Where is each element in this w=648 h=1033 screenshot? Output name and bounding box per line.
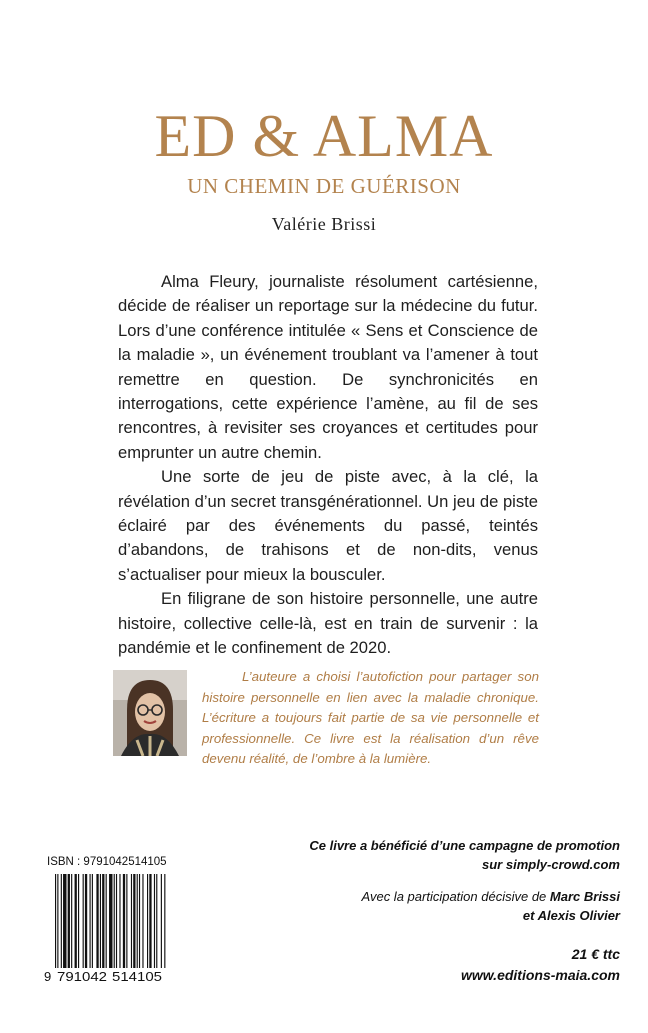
- book-title: ED & ALMA: [154, 103, 494, 169]
- barcode-bar: [71, 874, 72, 968]
- barcode-bar: [83, 874, 84, 968]
- barcode-bar: [131, 874, 132, 968]
- synopsis-paragraph: Alma Fleury, journaliste résolument cartésienne, décide de réaliser un reportage sur la médecine du futur. Lors d’une conférence intitulée « Sens et Conscience de la maladie », un événement troublant va l’amener à tout remettre en question. De synchronicités en interrogations, cette expérience l’amène, au fil de ses rencontres, à revisiter ses croyances et certitudes pour emprunter un autre chemin.: [118, 272, 538, 462]
- barcode-bar: [133, 874, 135, 968]
- barcode-bar: [147, 874, 148, 968]
- participation-line: [309, 887, 620, 906]
- participation-prefix: Avec la participation décisive de: [361, 889, 550, 904]
- isbn-label: ISBN : 9791042514105: [47, 856, 167, 868]
- barcode-bar: [61, 874, 62, 968]
- barcode-bar: [57, 874, 58, 968]
- publisher-website: www.editions-maia.com: [461, 967, 620, 983]
- barcode-bar: [109, 874, 112, 968]
- barcode-bar: [92, 874, 93, 968]
- barcode-bar: [154, 874, 155, 968]
- price: 21 € ttc: [571, 946, 620, 962]
- synopsis: [118, 270, 538, 661]
- barcode-bar: [100, 874, 101, 968]
- barcode: [44, 874, 169, 984]
- barcode-bar: [106, 874, 107, 968]
- book-subtitle: UN CHEMIN DE GUÉRISON: [187, 174, 461, 198]
- barcode-bar: [123, 874, 125, 968]
- barcode-bar: [55, 874, 56, 968]
- barcode-bar: [96, 874, 98, 968]
- barcode-bar: [75, 874, 77, 968]
- barcode-bar: [142, 874, 143, 968]
- barcode-bar: [114, 874, 115, 968]
- synopsis-paragraph: Une sorte de jeu de piste avec, à la clé, la révélation d’un secret transgénérationnel. Un jeu de piste éclairé par des événements du passé, teintés d’abandons, de trahisons et de non-dits, venus s’actualiser pour mieux la bousculer.: [118, 467, 538, 584]
- barcode-bar: [63, 874, 66, 968]
- barcode-bar: [119, 874, 120, 968]
- participant-name: Marc Brissi: [549, 889, 620, 904]
- promo-line: sur simply-crowd.com: [482, 857, 620, 872]
- barcode-digits-left: 791042: [57, 969, 107, 984]
- barcode-bar: [78, 874, 79, 968]
- author-bio-text: L’auteure a choisi l’autofiction pour partager son histoire personnelle en lien avec la maladie chronique. L’écriture a toujours fait partie de sa vie personnelle et professionnelle. Ce livre est la réalisation d’un rêve devenu réalité, de l’ombre à la lumière.: [202, 669, 539, 767]
- barcode-bar: [85, 874, 87, 968]
- barcode-digits-right: 514105: [112, 969, 162, 984]
- price-block: [461, 944, 620, 986]
- author-bio: [202, 667, 539, 770]
- barcode-bar: [68, 874, 70, 968]
- author-name: Valérie Brissi: [271, 214, 377, 234]
- barcode-bar: [139, 874, 140, 968]
- barcode-bar: [137, 874, 138, 968]
- barcode-digit-first: 9: [44, 969, 52, 984]
- author-photo: [113, 670, 187, 756]
- barcode-bar: [90, 874, 91, 968]
- promotion-notice: [309, 836, 620, 925]
- barcode-bars: [55, 874, 165, 968]
- barcode-bar: [161, 874, 162, 968]
- barcode-bar: [116, 874, 117, 968]
- barcode-bar: [164, 874, 165, 968]
- barcode-bar: [126, 874, 127, 968]
- synopsis-paragraph: En filigrane de son histoire personnelle, une autre histoire, collective celle-là, est en train de survenir : la pandémie et le confinement de 2020.: [118, 589, 538, 658]
- barcode-bar: [156, 874, 157, 968]
- barcode-bar: [149, 874, 151, 968]
- barcode-bar: [102, 874, 104, 968]
- promo-line: Ce livre a bénéficié d’une campagne de promotion: [309, 838, 620, 853]
- participant-name: et Alexis Olivier: [522, 908, 620, 923]
